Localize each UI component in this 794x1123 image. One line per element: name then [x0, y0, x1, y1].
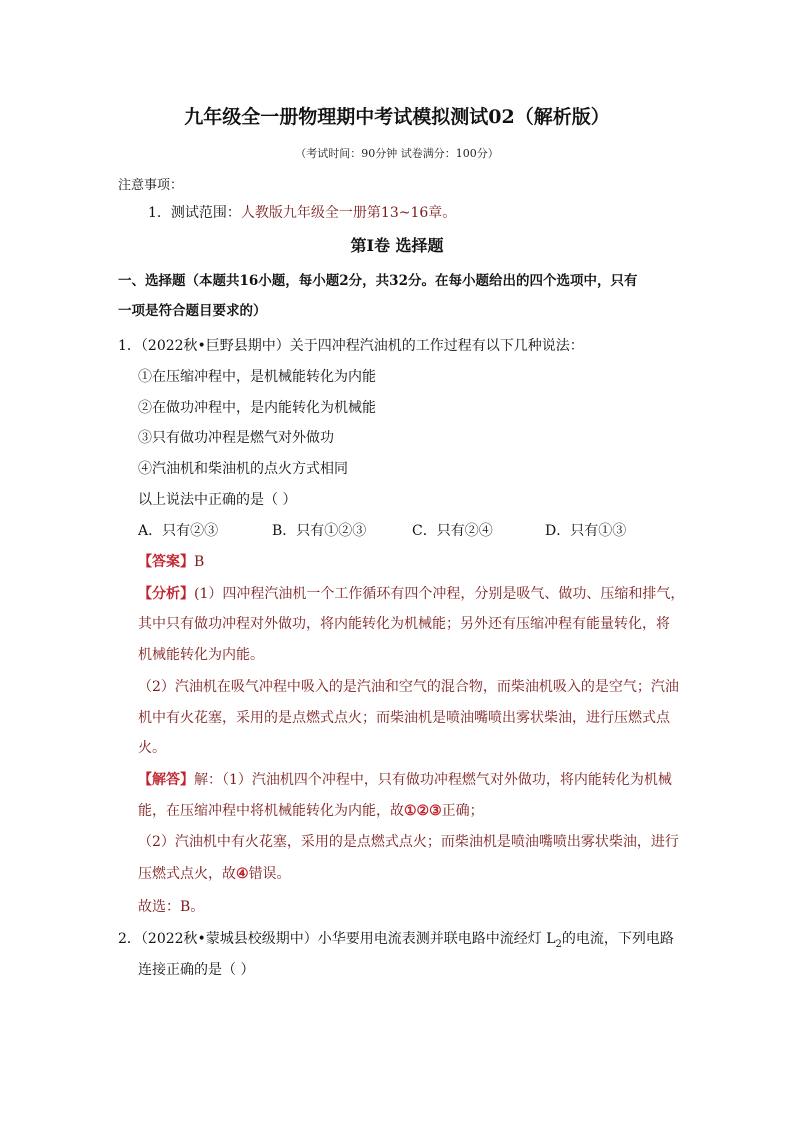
- analysis-text-1: (1）四冲程汽油机一个工作循环有四个冲程，分别是吸气、做功、压缩和排气，: [194, 586, 685, 602]
- q1-option-d: D．只有①③: [545, 523, 627, 539]
- q1-statement-3: ③只有做功冲程是燃气对外做功: [138, 430, 334, 446]
- q1-solution-line-1: [138, 770, 672, 790]
- exam-info: （考试时间：90分钟 试卷满分：100分）: [295, 147, 499, 160]
- solution-text-4c: 错误。: [248, 866, 291, 882]
- solution-text-2c: 正确；: [441, 803, 484, 819]
- solution-text-2a: 能，在压缩冲程中将机械能转化为内能，故: [138, 803, 404, 819]
- answer-tag: 【答案】: [138, 554, 194, 570]
- answer-value: B: [194, 554, 205, 570]
- notice-label: 注意事项：: [118, 178, 184, 193]
- q1-analysis-line-6: 火。: [138, 740, 166, 756]
- q2-stem-text-1b: 的电流，下列电路: [561, 931, 674, 947]
- q1-answer: [138, 552, 204, 572]
- q1-prompt: 以上说法中正确的是（ ）: [138, 492, 297, 508]
- q2-subscript: 2: [555, 938, 562, 950]
- q1-statement-2: ②在做功冲程中，是内能转化为机械能: [138, 400, 376, 416]
- notice-item-1-scope: 人教版九年级全一册第13~16章。: [240, 205, 457, 221]
- q1-statement-1: ①在压缩冲程中，是机械能转化为内能: [138, 369, 376, 385]
- q1-stem: 1．（2022秋•巨野县期中）关于四冲程汽油机的工作过程有以下几种说法：: [118, 338, 584, 354]
- q2-stem-line-1: [118, 929, 674, 955]
- solution-text-1: 解：（1）汽油机四个冲程中，只有做功冲程燃气对外做功，将内能转化为机械: [194, 772, 672, 788]
- solution-highlight-4: ④: [236, 866, 249, 882]
- q1-analysis-line-2: 其中只有做功冲程对外做功，将内能转化为机械能；另外还有压缩冲程有能量转化，将: [138, 616, 670, 632]
- q1-solution-line-2: [138, 801, 484, 821]
- solution-tag: 【解答】: [138, 772, 194, 788]
- q1-option-a: A．只有②③: [138, 523, 219, 539]
- q1-statement-4: ④汽油机和柴油机的点火方式相同: [138, 461, 348, 477]
- part-heading-line-1: 一、选择题（本题共16小题，每小题2分，共32分。在每小题给出的四个选项中，只有: [118, 273, 638, 289]
- solution-highlight-2: ①②③: [404, 803, 442, 819]
- q1-option-c: C．只有②④: [412, 523, 493, 539]
- q2-stem-text-1: 2．（2022秋•蒙城县校级期中）小华要用电流表测并联电路中流经灯 L: [118, 931, 556, 947]
- q1-analysis-line-1: [138, 584, 684, 604]
- section-title: 第Ⅰ卷 选择题: [350, 236, 444, 255]
- q2-stem-line-2: 连接正确的是（ ）: [138, 962, 255, 978]
- analysis-tag: 【分析】: [138, 586, 194, 602]
- page-title: 九年级全一册物理期中考试模拟测试02（解析版）: [184, 106, 610, 128]
- q1-solution-line-3: （2）汽油机中有火花塞，采用的是点燃式点火；而柴油机是喷油嘴喷出雾状柴油，进行: [138, 834, 679, 850]
- q1-analysis-line-5: 机中有火花塞，采用的是点燃式点火；而柴油机是喷油嘴喷出雾状柴油，进行压燃式点: [138, 710, 670, 726]
- solution-text-4a: 压燃式点火，故: [138, 866, 236, 882]
- part-heading-line-2: 一项是符合题目要求的）: [118, 303, 267, 319]
- q1-final-choice: 故选：B。: [138, 899, 205, 915]
- q1-option-b: B．只有①②③: [272, 523, 367, 539]
- q1-analysis-line-3: 机械能转化为内能。: [138, 647, 264, 663]
- notice-item-1-prefix: 1．测试范围：: [148, 205, 241, 221]
- notice-item-1: [148, 203, 456, 223]
- q1-solution-line-4: [138, 864, 291, 884]
- q1-analysis-line-4: （2）汽油机在吸气冲程中吸入的是汽油和空气的混合物，而柴油机吸入的是空气；汽油: [138, 679, 679, 695]
